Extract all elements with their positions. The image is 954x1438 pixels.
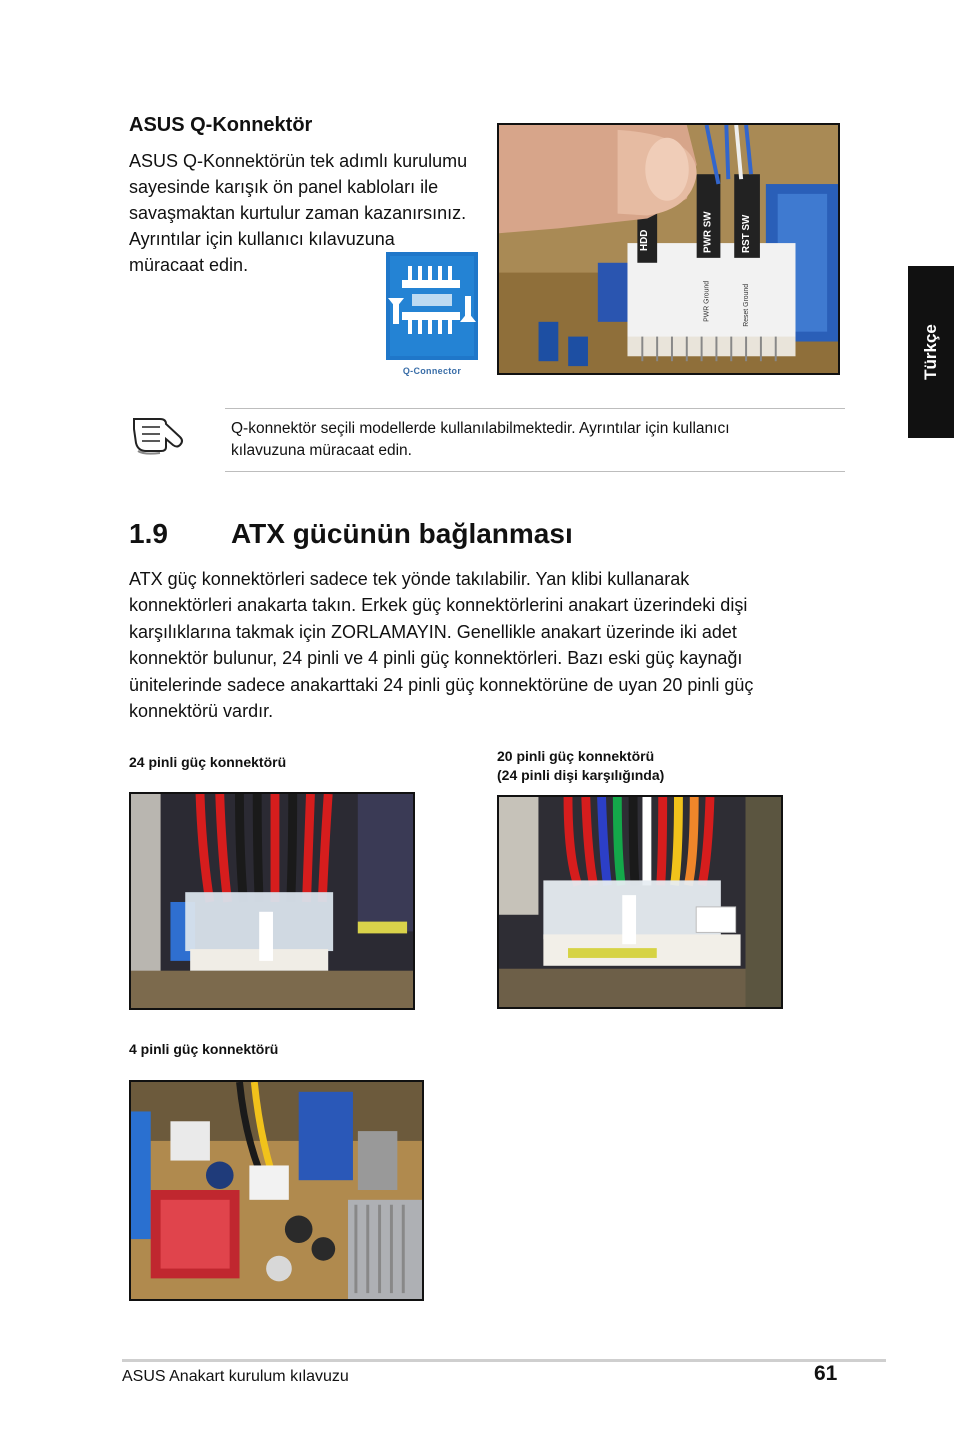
qconnector-line: ASUS Q-Konnektörün tek adımlı kurulumu (129, 151, 468, 171)
photo-label-reset-ground: Reset Ground (743, 283, 751, 327)
caption-4-pin: 4 pinli güç konnektörü (129, 1041, 279, 1057)
section-line: ünitelerinde sadece anakarttaki 24 pinli güç konnektörüne de uyan 20 pinli güç (129, 674, 754, 695)
section-line: konnektörü vardır. (129, 701, 274, 722)
page-number: 61 (814, 1362, 838, 1385)
section-title: ATX gücünün bağlanması (231, 518, 573, 549)
section-line: ATX güç konnektörleri sadece tek yönde takılabilir. Yan klibi kullanarak (129, 569, 690, 589)
qconnector-line: savaşmaktan kurtulur zaman kazanırsınız. (129, 203, 467, 223)
caption-20-pin-line1: 20 pinli güç konnektörü (497, 748, 655, 764)
qconnector-heading: ASUS Q-Konnektör (129, 114, 313, 136)
qconnector-line: müracaat edin. (129, 255, 249, 275)
footer-rule (122, 1359, 886, 1362)
caption-24-pin: 24 pinli güç konnektörü (129, 754, 287, 770)
photo-24-pin-connector (129, 792, 415, 1010)
note-line: Q-konnektör seçili modellerde kullanılabilmektedir. Ayrıntılar için kullanıcı (231, 420, 730, 437)
photo-label-rst: RST SW (741, 214, 753, 253)
q-connector-icon (386, 252, 478, 376)
photo-4-pin-connector (129, 1080, 424, 1301)
photo-label-pwr-ground: PWR Ground (703, 280, 711, 322)
photo-20-pin-connector (497, 795, 783, 1009)
note-line: kılavuzuna müracaat edin. (231, 442, 412, 459)
language-side-tab-label: Türkçe (921, 324, 940, 380)
note-text (231, 418, 831, 462)
section-line: karşılıklarına takmak için ZORLAMAYIN. Genellikle anakart üzerinde iki adet (129, 621, 737, 642)
section-line: konnektör bulunur, 24 pinli ve 4 pinli güç konnektörleri. Bazı eski güç kaynağı (129, 648, 743, 669)
photo-label-pwr: PWR SW (702, 211, 714, 253)
qconnector-photo (497, 123, 840, 375)
language-side-tab (908, 266, 954, 438)
section-body (129, 566, 829, 724)
note-bottom-rule (225, 471, 845, 472)
section-line: konnektörleri anakarta takın. Erkek güç konnektörlerini anakart üzerindeki dişi (129, 595, 748, 616)
caption-20-pin-line2: (24 pinli dişi karşılığında) (497, 767, 665, 783)
footer-title: ASUS Anakart kurulum kılavuzu (122, 1368, 349, 1385)
pointing-hand-icon (130, 405, 188, 455)
photo-label-hdd: HDD (639, 229, 651, 251)
caption-20-pin (497, 747, 664, 785)
section-number: 1.9 (129, 518, 168, 549)
qconnector-line: Ayrıntılar için kullanıcı kılavuzuna (129, 229, 395, 249)
note-top-rule (225, 408, 845, 409)
qconnector-line: sayesinde karışık ön panel kabloları ile (129, 177, 439, 197)
q-connector-icon-label: Q-Connector (402, 366, 462, 376)
